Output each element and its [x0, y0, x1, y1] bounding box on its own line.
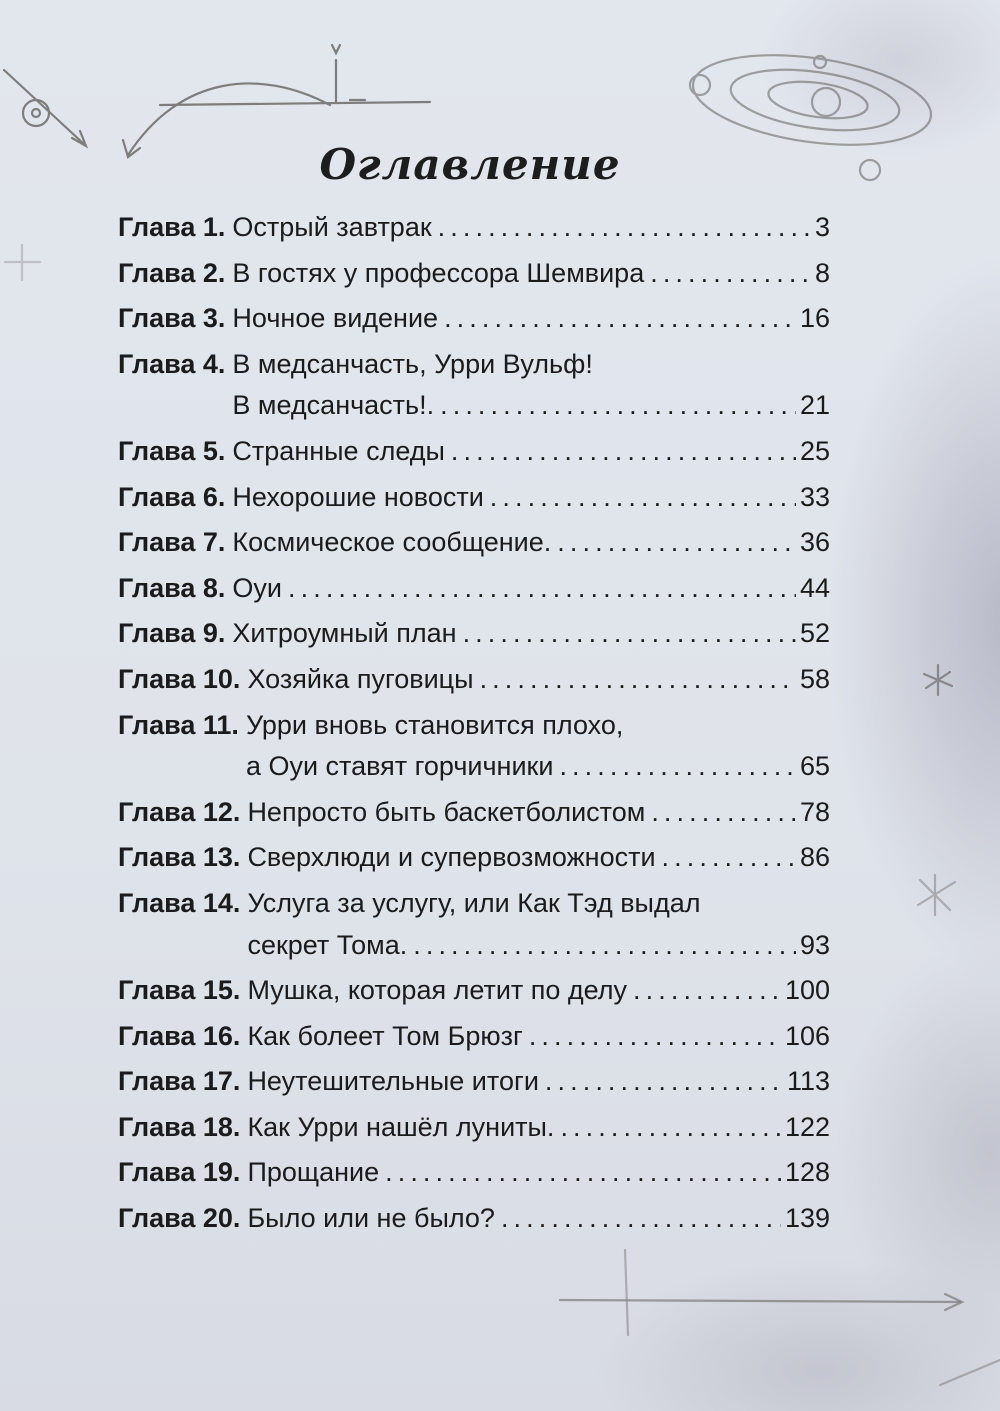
chapter-number: Глава 10. [118, 663, 241, 694]
chapter-title: Странные следы [232, 435, 445, 466]
page-title: Оглавление [319, 140, 621, 189]
sketch-star [924, 665, 952, 695]
dot-leader [545, 1061, 783, 1103]
toc-entry [118, 792, 830, 834]
toc-entry [118, 253, 830, 295]
toc-entry [118, 522, 830, 564]
chapter-title: Сверхлюди и супервозможности [247, 842, 656, 873]
toc-entry [118, 883, 830, 966]
chapter-title: Как Урри нашёл луниты. [247, 1111, 555, 1142]
toc-entry [118, 1107, 830, 1149]
dot-leader [650, 253, 811, 295]
chapter-number: Глава 3. [118, 303, 226, 334]
dot-leader [480, 659, 796, 701]
toc-entry [118, 431, 830, 473]
chapter-number: Глава 6. [118, 481, 226, 512]
table-of-contents [118, 207, 830, 1244]
chapter-number: Глава 4. [118, 348, 226, 379]
chapter-number: Глава 11. [118, 709, 239, 740]
chapter-title: Космическое сообщение. [232, 527, 552, 558]
page-number: 139 [784, 1203, 830, 1234]
page-number: 8 [814, 257, 830, 288]
page-number: 100 [784, 975, 830, 1006]
chapter-number: Глава 20. [118, 1203, 241, 1234]
dot-leader [559, 746, 796, 788]
toc-entry [118, 344, 830, 427]
page-number: 52 [799, 618, 830, 649]
dot-leader [413, 925, 796, 967]
dot-leader [557, 522, 796, 564]
chapter-title: Непросто быть баскетболистом [247, 796, 646, 827]
chapter-title: Хитроумный план [232, 618, 457, 649]
chapter-title: Неутешительные итоги [247, 1066, 539, 1097]
chapter-title: Нехорошие новости [232, 481, 484, 512]
toc-entry [118, 1061, 830, 1103]
dot-leader [633, 970, 781, 1012]
page-number: 78 [799, 796, 830, 827]
toc-entry [118, 477, 830, 519]
toc-entry [118, 1198, 830, 1240]
dot-leader [463, 613, 796, 655]
chapter-number: Глава 16. [118, 1020, 241, 1051]
chapter-title: В гостях у профессора Шемвира [232, 257, 645, 288]
chapter-title: а Оуи ставят горчичники [245, 751, 554, 782]
chapter-title: Острый завтрак [232, 212, 432, 242]
chapter-number: Глава 5. [118, 435, 226, 466]
dot-leader [651, 792, 796, 834]
sketch-axis [560, 1300, 960, 1302]
chapter-title: В медсанчасть!. [232, 390, 435, 421]
toc-entry [118, 970, 830, 1012]
chapter-title: Как болеет Том Брюзг [247, 1020, 523, 1051]
chapter-title: Услуга за услугу, или Как Тэд выдал [247, 887, 701, 918]
toc-entry [118, 568, 830, 610]
toc-entry [118, 613, 830, 655]
chapter-number: Глава 14. [118, 887, 241, 918]
chapter-number: Глава 18. [118, 1111, 241, 1142]
dot-leader [385, 1152, 781, 1194]
page-number: 21 [799, 390, 830, 421]
dot-leader [440, 385, 796, 427]
chapter-number: Глава 17. [118, 1066, 241, 1097]
dot-leader [529, 1016, 781, 1058]
page-number: 106 [784, 1020, 830, 1051]
chapter-number: Глава 1. [118, 212, 226, 242]
dot-leader [662, 837, 796, 879]
page-number: 44 [799, 572, 830, 603]
page-number: 122 [784, 1111, 830, 1142]
chapter-number: Глава 13. [118, 842, 241, 873]
dot-leader [444, 298, 796, 340]
dot-leader [490, 477, 796, 519]
dot-leader [438, 207, 811, 249]
dot-leader [501, 1198, 781, 1240]
page-number: 65 [799, 751, 830, 782]
chapter-number: Глава 9. [118, 618, 226, 649]
chapter-title: Было или не было? [247, 1203, 495, 1234]
chapter-title: Оуи [232, 572, 283, 603]
chapter-title: В медсанчасть, Урри Вульф! [232, 348, 593, 379]
chapter-number: Глава 8. [118, 572, 226, 603]
chapter-title: Ночное видение [232, 303, 439, 334]
toc-entry [118, 298, 830, 340]
page-number: 113 [786, 1066, 830, 1097]
chapter-title: Прощание [247, 1157, 380, 1188]
page-number: 58 [799, 663, 830, 694]
toc-entry [118, 1152, 830, 1194]
chapter-number: Глава 7. [118, 527, 226, 558]
page-number: 16 [799, 303, 830, 334]
page-number: 3 [814, 212, 830, 242]
sketch-atom [23, 100, 49, 126]
toc-entry [118, 659, 830, 701]
chapter-title: Мушка, которая летит по делу [247, 975, 628, 1006]
dot-leader [451, 431, 796, 473]
chapter-title: секрет Тома. [247, 929, 408, 960]
page-number: 25 [799, 435, 830, 466]
chapter-title: Урри вновь становится плохо, [245, 709, 624, 740]
toc-entry [118, 207, 830, 249]
chapter-title: Хозяйка пуговицы [247, 663, 474, 694]
toc-entry [118, 1016, 830, 1058]
toc-entry [118, 705, 830, 788]
dot-leader [560, 1107, 781, 1149]
chapter-number: Глава 12. [118, 796, 241, 827]
chapter-number: Глава 15. [118, 975, 241, 1006]
dot-leader [288, 568, 796, 610]
page-number: 36 [799, 527, 830, 558]
page-number: 33 [799, 481, 830, 512]
page-number: 93 [799, 929, 830, 960]
page-number: 86 [799, 842, 830, 873]
page-number: 128 [784, 1157, 830, 1188]
chapter-number: Глава 19. [118, 1157, 241, 1188]
toc-entry [118, 837, 830, 879]
chapter-number: Глава 2. [118, 257, 226, 288]
sketch-arrow-line [4, 70, 85, 145]
